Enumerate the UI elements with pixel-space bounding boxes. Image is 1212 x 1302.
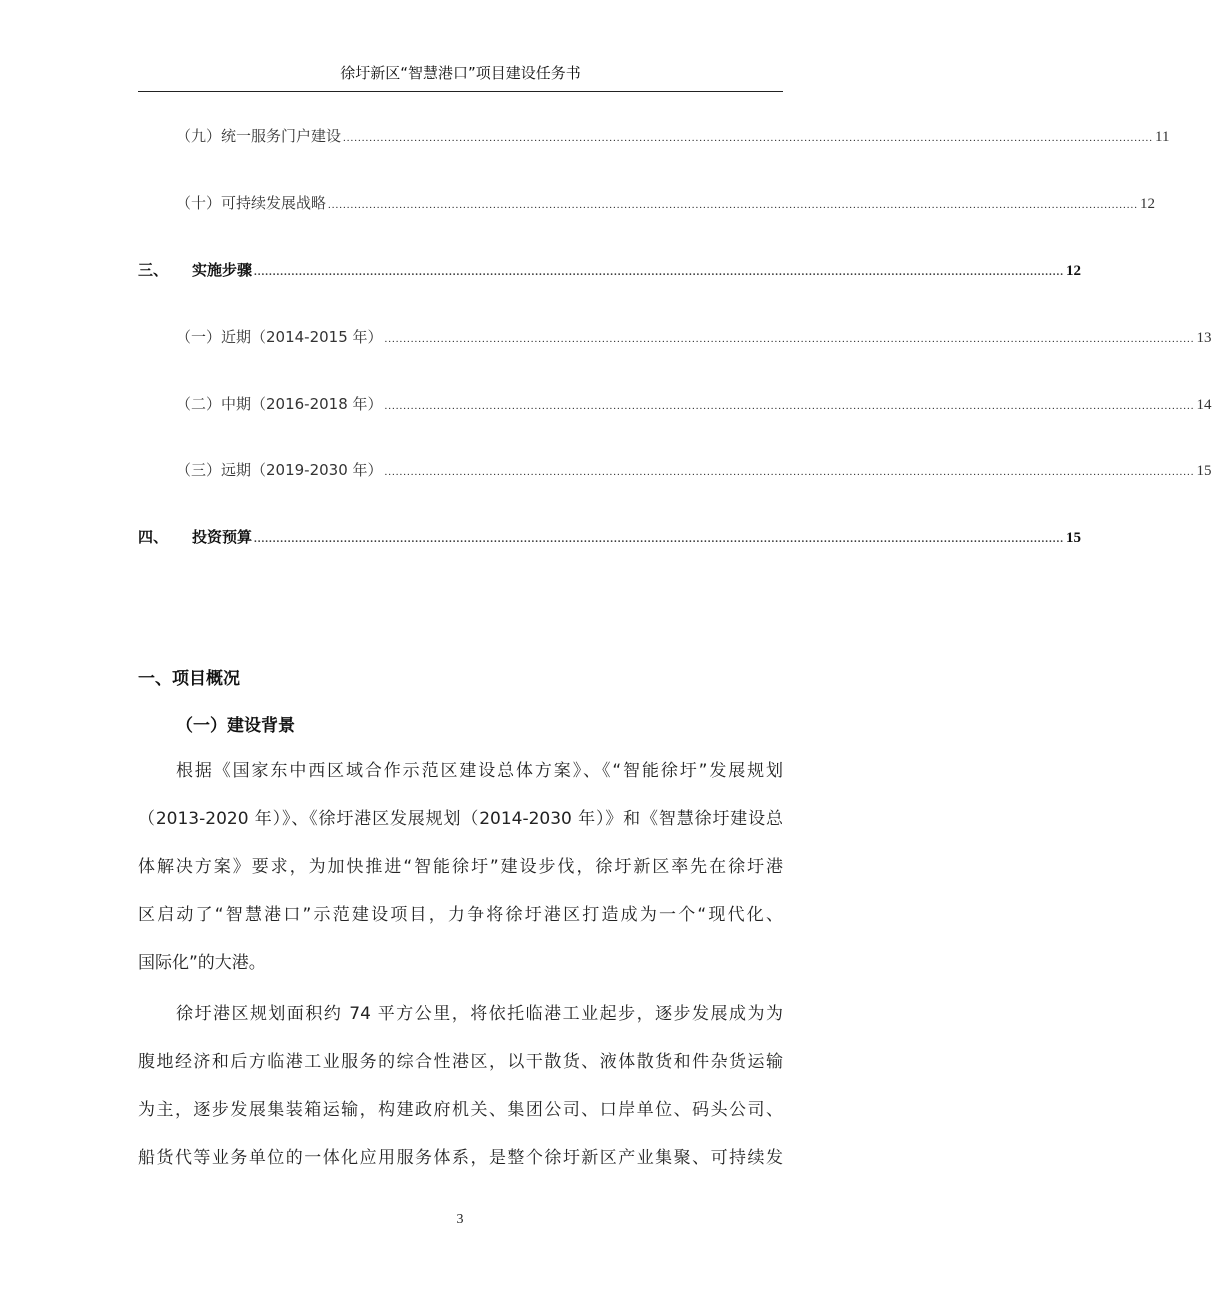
toc-leader-dots: ........................................................................................................................................................................................................................ xyxy=(384,333,1195,345)
toc-entry-near-term[interactable] xyxy=(176,326,1212,350)
toc-entry-page: 14 xyxy=(1196,397,1212,413)
toc-entry-mid-term[interactable] xyxy=(176,393,1212,417)
paragraph-line: 徐圩港区规划面积约 74 平方公里，将依托临港工业起步，逐步发展成为为 xyxy=(176,1004,783,1024)
toc-entry-label: （九）统一服务门户建设 xyxy=(176,127,342,145)
section-heading: 一、项目概况 xyxy=(138,669,240,689)
toc-leader-dots: ........................................................................................................................................................................................................................ xyxy=(254,266,1065,278)
paragraph-line: 根据《国家东中西区域合作示范区建设总体方案》、《“智能徐圩”发展规划 xyxy=(176,761,783,781)
toc-entry-page: 12 xyxy=(1140,196,1156,212)
running-header: 徐圩新区“智慧港口”项目建设任务书 xyxy=(340,64,581,82)
paragraph-line: （2013-2020 年）》、《徐圩港区发展规划（2014-2030 年）》和《智慧徐圩建设总 xyxy=(138,809,783,829)
toc-entry-implementation-steps[interactable] xyxy=(138,259,1082,283)
toc-entry-label: （一）近期（2014-2015 年） xyxy=(176,328,383,346)
toc-entry-sustainable-strategy[interactable] xyxy=(176,192,1156,216)
toc-entry-page: 13 xyxy=(1196,330,1212,346)
toc-entry-label: 投资预算 xyxy=(192,528,253,546)
paragraph-line: 区启动了“智慧港口”示范建设项目，力争将徐圩港区打造成为一个“现代化、 xyxy=(138,905,783,925)
paragraph-port-area xyxy=(138,990,783,1182)
toc-leader-dots: ........................................................................................................................................................................................................................ xyxy=(384,400,1195,412)
paragraph-line: 体解决方案》要求，为加快推进“智能徐圩”建设步伐，徐圩新区率先在徐圩港 xyxy=(138,857,783,877)
header-rule xyxy=(138,91,783,92)
paragraph-line: 腹地经济和后方临港工业服务的综合性港区，以干散货、液体散货和件杂货运输 xyxy=(138,1052,783,1072)
toc-entry-number: 四、 xyxy=(138,528,169,546)
toc-leader-dots: ........................................................................................................................................................................................................................ xyxy=(343,132,1154,144)
toc-entry-page: 12 xyxy=(1066,263,1082,279)
toc-leader-dots: ........................................................................................................................................................................................................................ xyxy=(384,466,1195,478)
paragraph-line: 船货代等业务单位的一体化应用服务体系，是整个徐圩新区产业集聚、可持续发 xyxy=(138,1148,783,1168)
subsection-heading: （一）建设背景 xyxy=(176,716,295,736)
paragraph-line: 国际化”的大港。 xyxy=(138,953,266,973)
toc-entry-label: 实施步骤 xyxy=(192,261,253,279)
toc-leader-dots: ........................................................................................................................................................................................................................ xyxy=(254,533,1065,545)
paragraph-background xyxy=(138,747,783,987)
toc-entry-unified-portal[interactable] xyxy=(176,125,1170,149)
toc-entry-long-term[interactable] xyxy=(176,459,1212,483)
toc-leader-dots: ........................................................................................................................................................................................................................ xyxy=(328,199,1139,211)
page-number: 3 xyxy=(456,1212,464,1227)
toc-entry-page: 11 xyxy=(1155,129,1170,145)
toc-entry-label: （二）中期（2016-2018 年） xyxy=(176,395,383,413)
toc-entry-page: 15 xyxy=(1196,463,1212,479)
toc-entry-investment-budget[interactable] xyxy=(138,526,1082,550)
toc-entry-label: （十）可持续发展战略 xyxy=(176,194,327,212)
toc-entry-label: （三）远期（2019-2030 年） xyxy=(176,461,383,479)
toc-entry-number: 三、 xyxy=(138,261,169,279)
paragraph-line: 为主，逐步发展集装箱运输，构建政府机关、集团公司、口岸单位、码头公司、 xyxy=(138,1100,783,1120)
toc-entry-page: 15 xyxy=(1066,530,1082,546)
